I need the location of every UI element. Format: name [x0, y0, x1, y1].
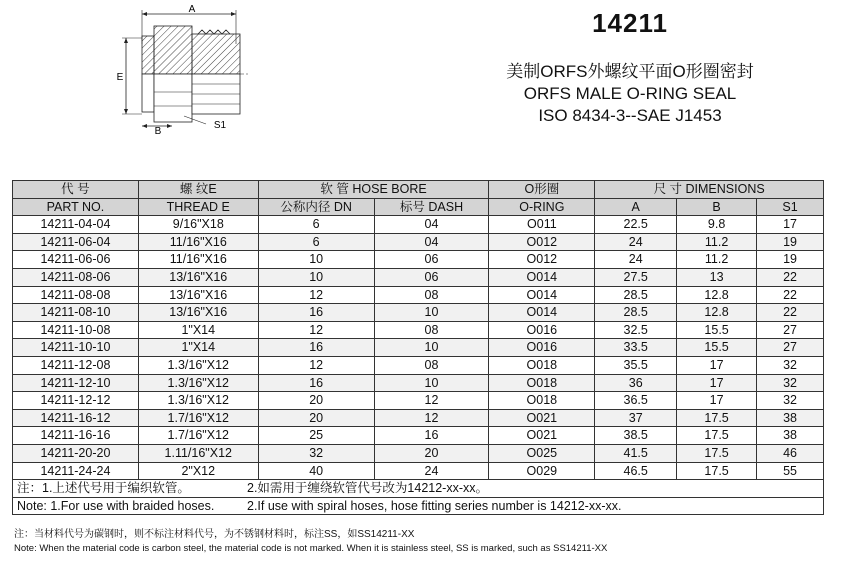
cell-dash: 16	[374, 427, 489, 445]
cell-dim-s1: 27	[757, 339, 824, 357]
cell-part-no: 14211-16-12	[13, 409, 139, 427]
cell-part-no: 14211-10-08	[13, 321, 139, 339]
cell-oring: O029	[489, 462, 595, 480]
header-dimensions: 尺 寸 DIMENSIONS	[595, 181, 824, 199]
cell-dim-b: 12.8	[677, 286, 757, 304]
title-chinese: 美制ORFS外螺纹平面O形圈密封	[506, 62, 754, 81]
table-row	[13, 339, 824, 357]
cell-dash: 04	[374, 233, 489, 251]
cell-thread: 2"X12	[138, 462, 258, 480]
cell-thread: 13/16"X16	[138, 304, 258, 322]
title-block	[420, 8, 840, 126]
cell-thread: 1"X14	[138, 321, 258, 339]
cell-part-no: 14211-12-12	[13, 392, 139, 410]
cell-dim-s1: 32	[757, 374, 824, 392]
table-row	[13, 374, 824, 392]
cell-dim-b: 17.5	[677, 462, 757, 480]
cell-dash: 08	[374, 356, 489, 374]
dim-e-label: E	[116, 72, 124, 83]
cell-dim-a: 46.5	[595, 462, 677, 480]
table-row	[13, 286, 824, 304]
footer-note-en: Note: When the material code is carbon steel, the material code is not marked. When it is stainless steel, SS is marked, such as SS14211-XX	[14, 543, 608, 554]
table-row	[13, 462, 824, 480]
cell-part-no: 14211-08-08	[13, 286, 139, 304]
cell-thread: 1"X14	[138, 339, 258, 357]
spec-table-body	[13, 216, 824, 480]
header-dim-a: A	[595, 198, 677, 216]
cell-dash: 10	[374, 374, 489, 392]
dim-b-label: B	[154, 126, 162, 136]
cell-dim-s1: 22	[757, 304, 824, 322]
cell-dash: 12	[374, 409, 489, 427]
footer-notes	[14, 528, 834, 555]
cell-oring: O016	[489, 339, 595, 357]
cell-dim-a: 41.5	[595, 444, 677, 462]
table-row	[13, 356, 824, 374]
cell-dash: 06	[374, 268, 489, 286]
cell-dim-s1: 19	[757, 251, 824, 269]
table-row	[13, 392, 824, 410]
cell-dim-b: 13	[677, 268, 757, 286]
cell-part-no: 14211-06-06	[13, 251, 139, 269]
standard-reference: ISO 8434-3--SAE J1453	[538, 106, 722, 125]
cell-dim-b: 17	[677, 356, 757, 374]
cell-dn: 6	[258, 216, 374, 234]
cell-dash: 10	[374, 339, 489, 357]
cell-part-no: 14211-06-04	[13, 233, 139, 251]
cell-dim-b: 17	[677, 392, 757, 410]
header-dim-b: B	[677, 198, 757, 216]
cell-dim-b: 17.5	[677, 444, 757, 462]
table-row	[13, 409, 824, 427]
cell-part-no: 14211-24-24	[13, 462, 139, 480]
cell-thread: 1.3/16"X12	[138, 356, 258, 374]
note-row-en	[13, 497, 824, 515]
cell-thread: 13/16"X16	[138, 268, 258, 286]
cell-dim-a: 36	[595, 374, 677, 392]
dim-s1-label: S1	[213, 120, 227, 131]
table-row	[13, 251, 824, 269]
part-number: 14211	[592, 8, 668, 38]
cell-dn: 10	[258, 268, 374, 286]
cell-oring: O012	[489, 233, 595, 251]
cell-dash: 12	[374, 392, 489, 410]
cell-part-no: 14211-12-10	[13, 374, 139, 392]
cell-dash: 08	[374, 286, 489, 304]
cell-dim-s1: 22	[757, 286, 824, 304]
note-cn-2: 2.如需用于缠绕软管代号改为14212-xx-xx。	[247, 481, 489, 496]
table-row	[13, 268, 824, 286]
table-row	[13, 216, 824, 234]
cell-dim-a: 35.5	[595, 356, 677, 374]
cell-dn: 16	[258, 339, 374, 357]
note-en-1: Note: 1.For use with braided hoses.	[17, 498, 215, 513]
cell-dash: 24	[374, 462, 489, 480]
cell-oring: O018	[489, 356, 595, 374]
cell-oring: O011	[489, 216, 595, 234]
cell-thread: 1.7/16"X12	[138, 427, 258, 445]
cell-thread: 13/16"X16	[138, 286, 258, 304]
cell-oring: O018	[489, 374, 595, 392]
header-hose-bore: 软 管 HOSE BORE	[258, 181, 489, 199]
cell-dim-a: 37	[595, 409, 677, 427]
cell-dash: 08	[374, 321, 489, 339]
cell-dim-b: 15.5	[677, 321, 757, 339]
cell-dn: 40	[258, 462, 374, 480]
cell-dim-b: 11.2	[677, 233, 757, 251]
note-en-2: 2.If use with spiral hoses, hose fitting series number is 14212-xx-xx.	[247, 498, 622, 513]
cell-part-no: 14211-10-10	[13, 339, 139, 357]
fitting-drawing	[108, 4, 258, 136]
cell-part-no: 14211-08-10	[13, 304, 139, 322]
cell-thread: 11/16"X16	[138, 251, 258, 269]
cell-dim-a: 28.5	[595, 304, 677, 322]
cell-part-no: 14211-16-16	[13, 427, 139, 445]
cell-dn: 12	[258, 286, 374, 304]
cell-dash: 06	[374, 251, 489, 269]
cell-part-no: 14211-12-08	[13, 356, 139, 374]
cell-dim-s1: 22	[757, 268, 824, 286]
cell-dn: 12	[258, 321, 374, 339]
header-part-no: PART NO.	[13, 198, 139, 216]
cell-dim-a: 28.5	[595, 286, 677, 304]
cell-dim-a: 27.5	[595, 268, 677, 286]
cell-dn: 10	[258, 251, 374, 269]
header-dash: 标号 DASH	[374, 198, 489, 216]
cell-dash: 04	[374, 216, 489, 234]
cell-dn: 20	[258, 409, 374, 427]
cell-dim-b: 12.8	[677, 304, 757, 322]
cell-dn: 20	[258, 392, 374, 410]
cell-dim-a: 24	[595, 233, 677, 251]
cell-dim-s1: 17	[757, 216, 824, 234]
cell-dim-a: 33.5	[595, 339, 677, 357]
cell-dash: 10	[374, 304, 489, 322]
cell-dim-b: 17	[677, 374, 757, 392]
cell-oring: O025	[489, 444, 595, 462]
cell-part-no: 14211-20-20	[13, 444, 139, 462]
cell-dim-a: 24	[595, 251, 677, 269]
table-row	[13, 304, 824, 322]
footer-note-cn: 注：当材料代号为碳钢时，则不标注材料代号，为不锈钢材料时，标注SS，如SS14211-XX	[14, 529, 415, 540]
cell-dim-b: 11.2	[677, 251, 757, 269]
cell-oring: O014	[489, 286, 595, 304]
cell-thread: 1.3/16"X12	[138, 374, 258, 392]
cell-oring: O018	[489, 392, 595, 410]
header-thread-en: THREAD E	[138, 198, 258, 216]
cell-oring: O014	[489, 304, 595, 322]
cell-dn: 25	[258, 427, 374, 445]
title-english: ORFS MALE O-RING SEAL	[523, 84, 737, 103]
header-dim-s1: S1	[757, 198, 824, 216]
cell-oring: O014	[489, 268, 595, 286]
cell-dim-a: 38.5	[595, 427, 677, 445]
cell-oring: O016	[489, 321, 595, 339]
cell-dim-s1: 46	[757, 444, 824, 462]
cell-dn: 16	[258, 374, 374, 392]
table-row	[13, 233, 824, 251]
cell-oring: O021	[489, 409, 595, 427]
cell-thread: 1.7/16"X12	[138, 409, 258, 427]
cell-dim-b: 17.5	[677, 427, 757, 445]
cell-thread: 1.3/16"X12	[138, 392, 258, 410]
cell-dim-s1: 19	[757, 233, 824, 251]
cell-dn: 6	[258, 233, 374, 251]
header-oring-en: O-RING	[489, 198, 595, 216]
cell-dim-a: 32.5	[595, 321, 677, 339]
cell-thread: 9/16"X18	[138, 216, 258, 234]
cell-dim-a: 36.5	[595, 392, 677, 410]
cell-dim-b: 9.8	[677, 216, 757, 234]
cell-dim-b: 17.5	[677, 409, 757, 427]
cell-dim-s1: 55	[757, 462, 824, 480]
cell-thread: 1.11/16"X12	[138, 444, 258, 462]
table-row	[13, 321, 824, 339]
cell-oring: O021	[489, 427, 595, 445]
cell-dn: 32	[258, 444, 374, 462]
cell-dn: 12	[258, 356, 374, 374]
cell-dim-b: 15.5	[677, 339, 757, 357]
dim-a-label: A	[188, 4, 196, 15]
header-dn: 公称内径 DN	[258, 198, 374, 216]
cell-dim-s1: 32	[757, 392, 824, 410]
table-row	[13, 427, 824, 445]
cell-dim-s1: 32	[757, 356, 824, 374]
header-thread-cn: 螺 纹E	[138, 181, 258, 199]
header-oring-cn: O形圈	[489, 181, 595, 199]
cell-dim-a: 22.5	[595, 216, 677, 234]
note-cn-1: 注：1.上述代号用于编织软管。	[17, 481, 190, 496]
cell-part-no: 14211-08-06	[13, 268, 139, 286]
cell-part-no: 14211-04-04	[13, 216, 139, 234]
cell-dn: 16	[258, 304, 374, 322]
cell-oring: O012	[489, 251, 595, 269]
cell-dim-s1: 38	[757, 427, 824, 445]
cell-thread: 11/16"X16	[138, 233, 258, 251]
cell-dim-s1: 27	[757, 321, 824, 339]
note-row-cn	[13, 480, 824, 498]
header-code-cn: 代 号	[13, 181, 139, 199]
cell-dim-s1: 38	[757, 409, 824, 427]
spec-table	[12, 180, 824, 515]
cell-dash: 20	[374, 444, 489, 462]
table-row	[13, 444, 824, 462]
